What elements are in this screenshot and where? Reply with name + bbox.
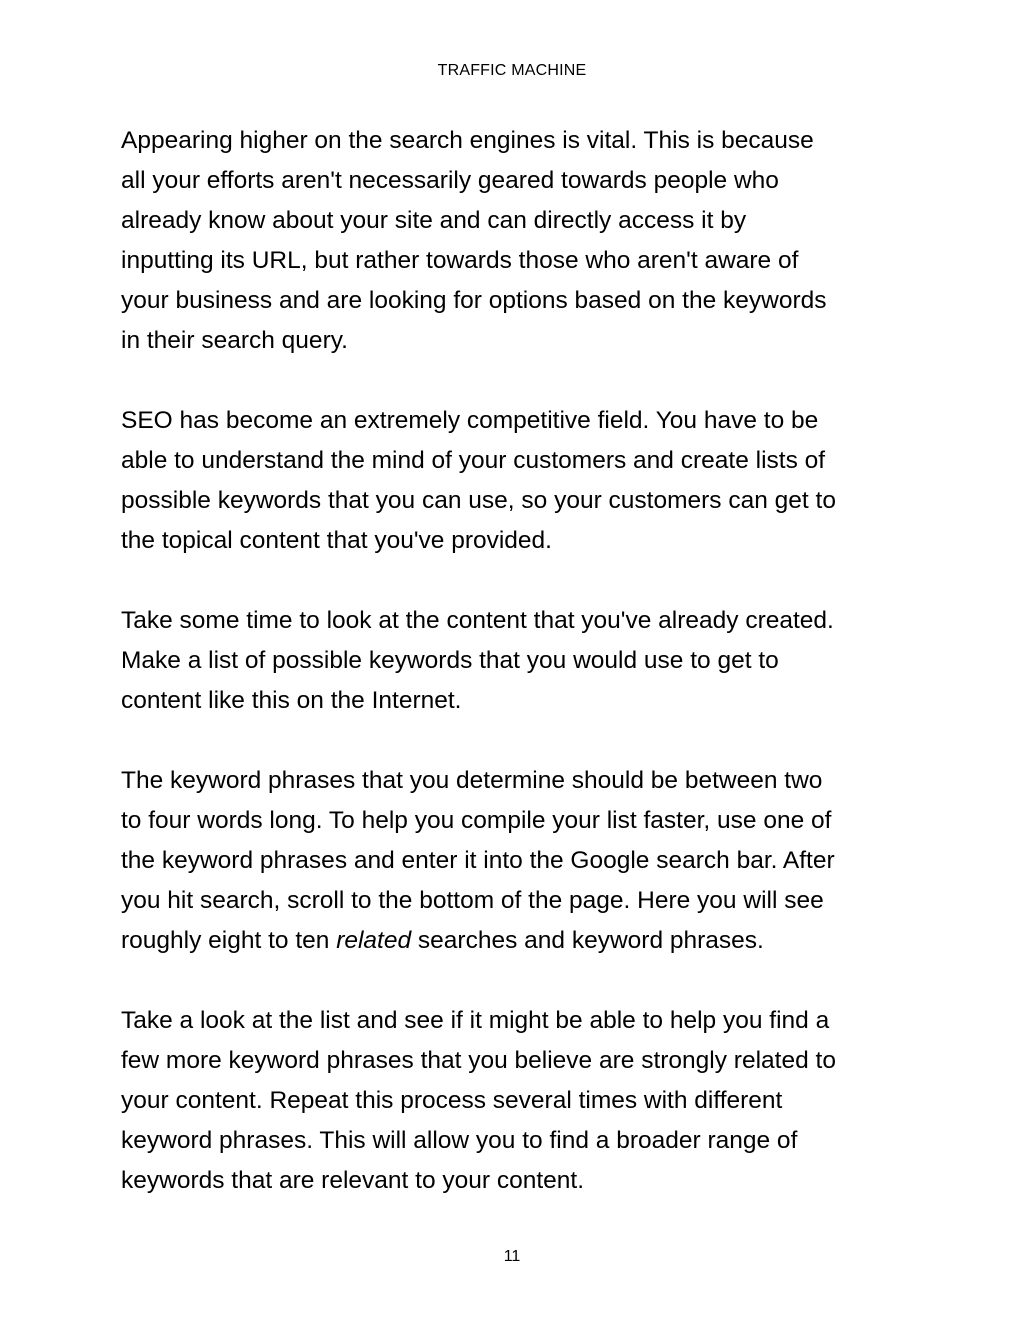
paragraph-review-content [121,601,921,721]
paragraph-seo-competitive [121,401,921,561]
text-line: the topical content that you've provided. [121,527,552,554]
text-line: Take some time to look at the content that you've already created. [121,607,834,634]
text-line: few more keyword phrases that you believe are strongly related to [121,1047,836,1074]
text-line: Take a look at the list and see if it might be able to help you find a [121,1007,830,1034]
text-line: keyword phrases. This will allow you to find a broader range of [121,1127,798,1154]
text-line: Appearing higher on the search engines is vital. This is because [121,127,814,154]
text-run: roughly eight to ten [121,927,337,954]
paragraph-search-engines [121,121,921,361]
page-number: 11 [503,1248,521,1265]
emphasis-related: related [336,927,412,954]
text-line: your content. Repeat this process several times with different [121,1087,783,1114]
text-line: inputting its URL, but rather towards those who aren't aware of [121,247,799,274]
text-line: SEO has become an extremely competitive field. You have to be [121,407,819,434]
running-header: TRAFFIC MACHINE [437,62,587,79]
text-line: The keyword phrases that you determine should be between two [121,767,823,794]
text-line: you hit search, scroll to the bottom of the page. Here you will see [121,887,824,914]
text-line: content like this on the Internet. [121,687,462,714]
text-line: your business and are looking for options based on the keywords [121,287,827,314]
text-line: all your efforts aren't necessarily geared towards people who [121,167,779,194]
text-line: already know about your site and can directly access it by [121,207,747,234]
text-line: able to understand the mind of your customers and create lists of [121,447,826,474]
text-line: keywords that are relevant to your content. [121,1167,585,1194]
text-run: searches and keyword phrases. [411,927,764,954]
paragraph-keyword-phrases [121,761,921,961]
text-line: to four words long. To help you compile your list faster, use one of [121,807,832,834]
text-line: in their search query. [121,327,348,354]
text-line: Make a list of possible keywords that you would use to get to [121,647,779,674]
body-text [121,121,921,1241]
text-line-with-emphasis [121,921,921,961]
paragraph-repeat-process [121,1001,921,1201]
text-line: possible keywords that you can use, so your customers can get to [121,487,836,514]
text-line: the keyword phrases and enter it into the Google search bar. After [121,847,835,874]
